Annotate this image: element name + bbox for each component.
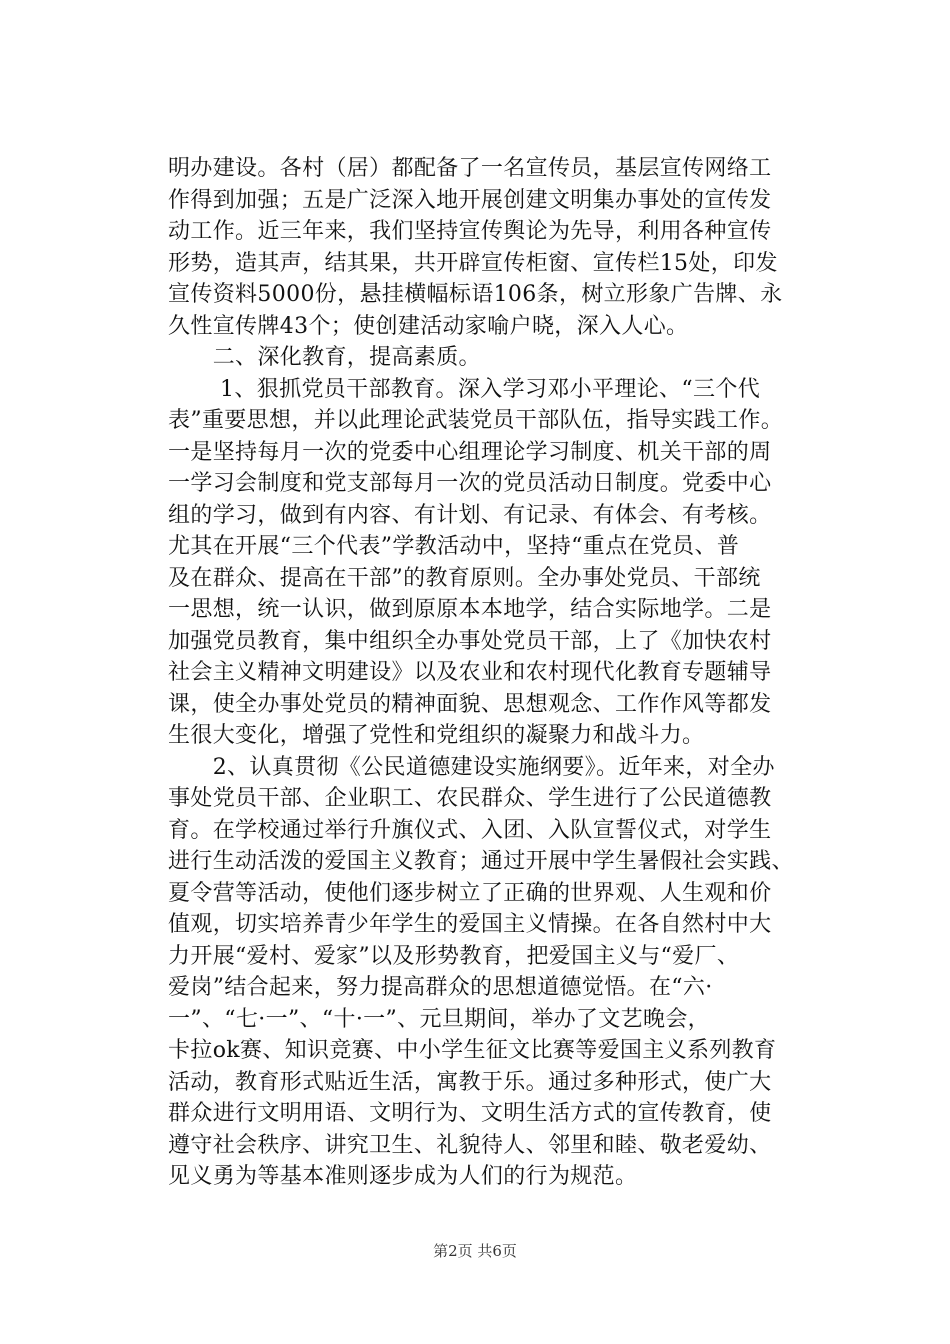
text-line: 久性宣传牌43个；使创建活动家喻户晓，深入人心。 [168,313,689,339]
text-line: 育。在学校通过举行升旗仪式、入团、入队宣誓仪式，对学生 [168,817,772,843]
text-line: 作得到加强；五是广泛深入地开展创建文明集办事处的宣传发 [168,187,772,213]
text-line: 组的学习，做到有内容、有计划、有记录、有体会、有考核。 [168,502,772,528]
text-line: 生很大变化，增强了党性和党组织的凝聚力和战斗力。 [168,723,705,748]
text-line: 尤其在开展“三个代表”学教活动中，坚持“重点在党员、普 [168,534,740,559]
text-line: 进行生动活泼的爱国主义教育；通过开展中学生暑假社会实践、 [168,849,794,874]
text-line: 二、深化教育，提高素质。 [168,345,481,370]
text-line: 及在群众、提高在干部”的教育原则。全办事处党员、干部统 [168,565,761,591]
text-line: 遵守社会秩序、讲究卫生、礼貌待人、邻里和睦、敬老爱幼、 [168,1132,772,1158]
text-line: 见义勇为等基本准则逐步成为人们的行为规范。 [168,1164,638,1189]
text-line: 值观，切实培养青少年学生的爱国主义情操。在各自然村中大 [168,912,772,937]
text-line: 1、狠抓党员干部教育。深入学习邓小平理论、“三个代 [168,376,761,402]
text-line: 一是坚持每月一次的党委中心组理论学习制度、机关干部的周 [168,439,772,465]
text-line: 力开展“爱村、爱家”以及形势教育，把爱国主义与“爱厂、 [168,943,740,969]
text-line: 一学习会制度和党支部每月一次的党员活动日制度。党委中心 [168,471,772,496]
text-line: 活动，教育形式贴近生活，寓教于乐。通过多种形式，使广大 [168,1069,772,1095]
text-line: 夏令营等活动，使他们逐步树立了正确的世界观、人生观和价 [168,880,772,906]
text-line: 课，使全办事处党员的精神面貌、思想观念、工作作风等都发 [168,691,772,717]
text-line: 卡拉ok赛、知识竞赛、中小学生征文比赛等爱国主义系列教育 [168,1038,777,1063]
text-line: 爱岗”结合起来，努力提高群众的思想道德觉悟。在“六· [168,975,713,1000]
text-line: 动工作。近三年来，我们坚持宣传舆论为先导，利用各种宣传 [168,219,772,244]
text-line: 宣传资料5000份，悬挂横幅标语106条，树立形象广告牌、永 [168,282,783,307]
text-line: 一”、“七·一”、“十·一”、元旦期间，举办了文艺晚会， [168,1006,711,1032]
text-line: 2、认真贯彻《公民道德建设实施纲要》。近年来，对全办 [168,754,775,780]
page-footer: 第2页 共6页 [433,1242,517,1260]
text-line: 群众进行文明用语、文明行为、文明生活方式的宣传教育，使 [168,1101,772,1126]
text-line: 表”重要思想，并以此理论武装党员干部队伍，指导实践工作。 [168,408,784,433]
text-line: 一思想，统一认识，做到原原本本地学，结合实际地学。二是 [168,597,772,622]
text-line: 事处党员干部、企业职工、农民群众、学生进行了公民道德教 [168,786,772,811]
document-body [168,153,858,1193]
text-line: 明办建设。各村（居）都配备了一名宣传员，基层宣传网络工 [168,156,772,181]
text-line: 形势，造其声，结其果，共开辟宣传柜窗、宣传栏15处，印发 [168,250,778,276]
text-line: 加强党员教育，集中组织全办事处党员干部，上了《加快农村 [168,628,772,654]
text-line: 社会主义精神文明建设》以及农业和农村现代化教育专题辅导 [168,660,772,685]
